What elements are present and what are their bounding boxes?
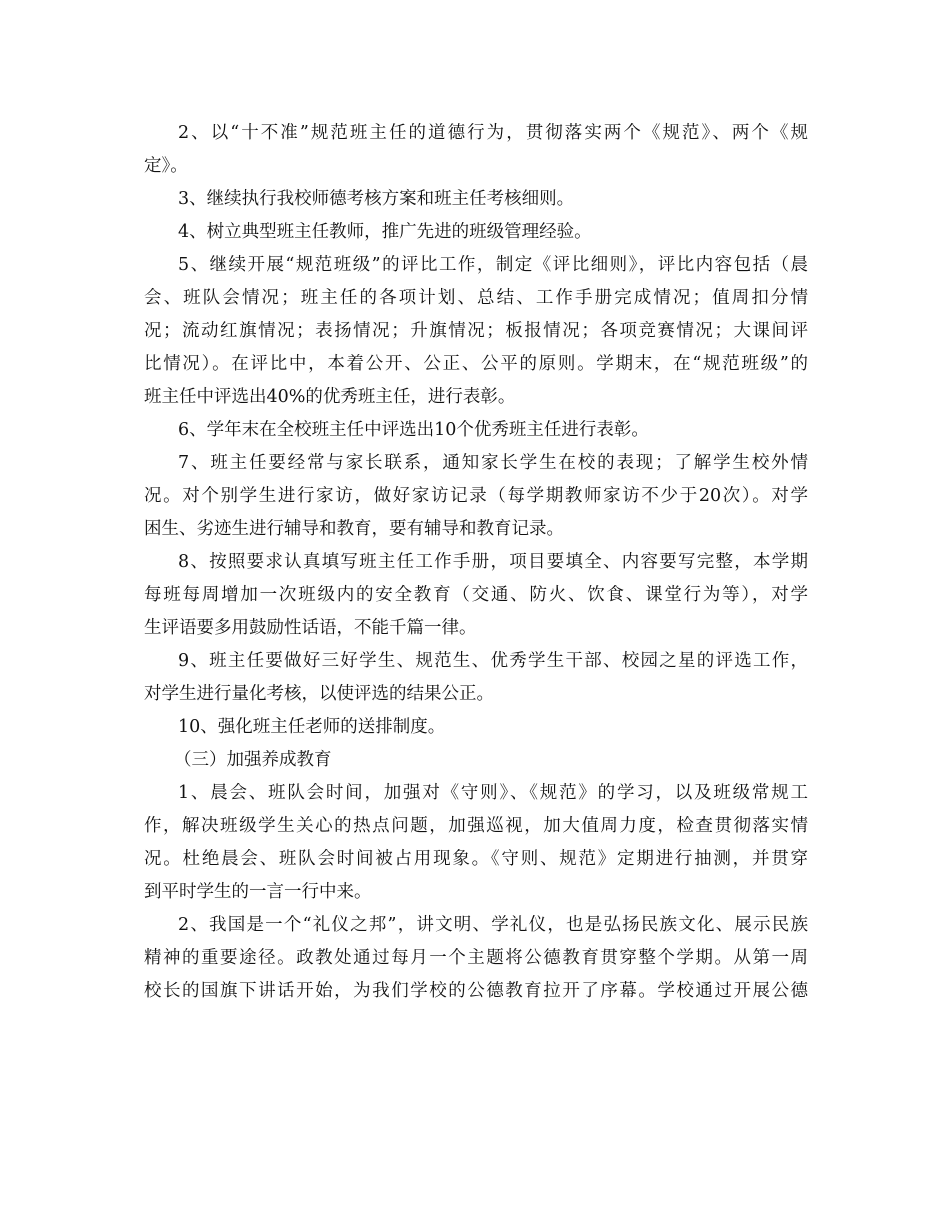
- text-line: 2、以“十不准”规范班主任的道德行为，贯彻落实两个《规范》、两个《规: [178, 123, 808, 143]
- text-line: 班主任中评选出40%的优秀班主任，进行表彰。: [144, 387, 516, 407]
- text-line: 5、继续开展“规范班级”的评比工作，制定《评比细则》，评比内容包括（晨: [178, 255, 808, 275]
- text-line: 定》。: [144, 156, 188, 176]
- text-line: 4、树立典型班主任教师，推广先进的班级管理经验。: [178, 222, 592, 242]
- text-line: 7、班主任要经常与家长联系，通知家长学生在校的表现；了解学生校外情: [178, 453, 808, 473]
- text-line: 况；流动红旗情况；表扬情况；升旗情况；板报情况；各项竞赛情况；大课间评: [144, 321, 808, 341]
- text-line: 3、继续执行我校师德考核方案和班主任考核细则。: [178, 189, 575, 209]
- text-line: 1、晨会、班队会时间，加强对《守则》、《规范》的学习，以及班级常规工: [178, 783, 808, 803]
- text-line: 8、按照要求认真填写班主任工作手册，项目要填全、内容要写完整，本学期: [178, 552, 808, 572]
- text-line: 对学生进行量化考核，以使评选的结果公正。: [144, 684, 494, 704]
- text-line: 精神的重要途径。政教处通过每月一个主题将公德教育贯穿整个学期。从第一周: [144, 948, 808, 968]
- text-line: 6、学年末在全校班主任中评选出10个优秀班主任进行表彰。: [178, 420, 649, 440]
- text-line: 每班每周增加一次班级内的安全教育（交通、防火、饮食、课堂行为等），对学: [144, 585, 808, 605]
- text-line: 况。杜绝晨会、班队会时间被占用现象。《守则、规范》定期进行抽测，并贯穿: [144, 849, 808, 869]
- text-line: 况。对个别学生进行家访，做好家访记录（每学期教师家访不少于20次）。对学: [144, 486, 808, 506]
- text-line: 困生、劣迹生进行辅导和教育，要有辅导和教育记录。: [144, 519, 564, 539]
- text-line: 到平时学生的一言一行中来。: [144, 882, 372, 902]
- text-line: （三）加强养成教育: [174, 750, 332, 770]
- text-line: 生评语要多用鼓励性话语，不能千篇一律。: [144, 618, 477, 638]
- text-line: 10、强化班主任老师的送排制度。: [178, 717, 446, 737]
- text-line: 9、班主任要做好三好学生、规范生、优秀学生干部、校园之星的评选工作，: [178, 651, 808, 671]
- text-line: 校长的国旗下讲话开始，为我们学校的公德教育拉开了序幕。学校通过开展公德: [144, 981, 808, 1001]
- document-body: [144, 117, 808, 1008]
- text-line: 作，解决班级学生关心的热点问题，加强巡视，加大值周力度，检查贯彻落实情: [144, 816, 808, 836]
- text-line: 比情况）。在评比中，本着公开、公正、公平的原则。学期末，在“规范班级”的: [144, 354, 808, 374]
- text-line: 会、班队会情况；班主任的各项计划、总结、工作手册完成情况；值周扣分情: [144, 288, 808, 308]
- text-line: 2、我国是一个“礼仪之邦”，讲文明、学礼仪，也是弘扬民族文化、展示民族: [178, 915, 808, 935]
